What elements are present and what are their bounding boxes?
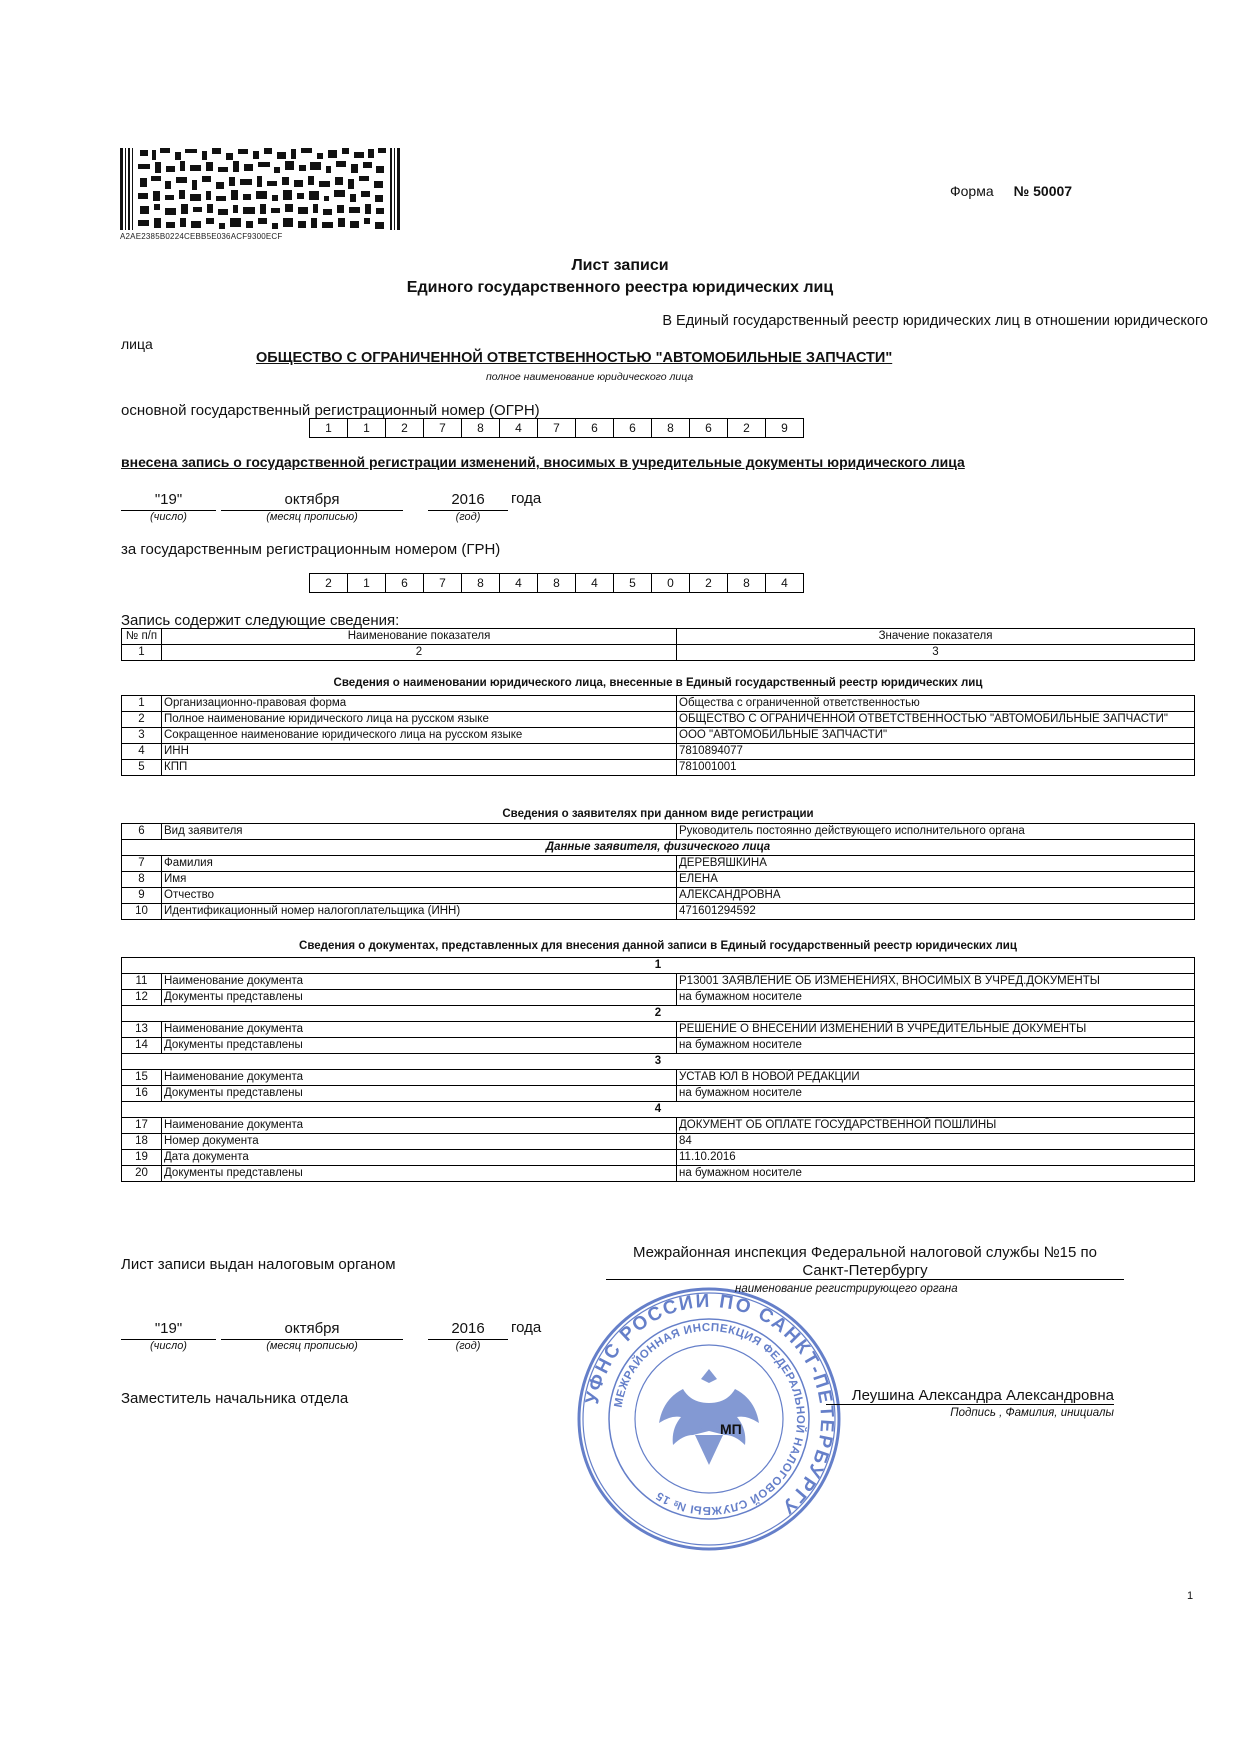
- ogrn-label: основной государственный регистрационный номер (ОГРН): [121, 402, 540, 419]
- table-cell: 2: [122, 712, 162, 728]
- grn-digit: 6: [386, 574, 424, 592]
- official-stamp-image: [575, 1285, 843, 1553]
- authority-line1: Межрайонная инспекция Федеральной налоговой службы №15 по: [633, 1244, 1097, 1261]
- ogrn-digit: 6: [690, 419, 728, 437]
- document-group-label: 3: [122, 1054, 1195, 1070]
- entry-date-month-caption: (месяц прописью): [266, 511, 358, 523]
- form-label: Форма: [950, 183, 994, 199]
- table-cell: 17: [122, 1118, 162, 1134]
- document-group-label: 4: [122, 1102, 1195, 1118]
- grn-digit: 4: [781, 576, 788, 590]
- table-cell: 5: [122, 760, 162, 776]
- record-intro: Запись содержит следующие сведения:: [121, 612, 400, 629]
- table-cell: Значение показателя: [677, 629, 1195, 645]
- table-cell: на бумажном носителе: [677, 1166, 1195, 1182]
- table-row: [122, 645, 1195, 661]
- section1-table: [121, 695, 1195, 776]
- ogrn-digit: 2: [728, 419, 766, 437]
- table-cell: Фамилия: [162, 856, 677, 872]
- table-cell: Документы представлены: [162, 1166, 677, 1182]
- authority-caption: наименование регистрирующего органа: [735, 1283, 958, 1295]
- table-cell: 4: [122, 744, 162, 760]
- position-title: Заместитель начальника отдела: [121, 1390, 349, 1407]
- grn-digit: 8: [538, 574, 576, 592]
- grn-digit: 4: [500, 574, 538, 592]
- table-cell: 7810894077: [677, 744, 1195, 760]
- table-cell: ЕЛЕНА: [677, 872, 1195, 888]
- table-row: [122, 696, 1195, 712]
- table-cell: Организационно-правовая форма: [162, 696, 677, 712]
- section1-title: Сведения о наименовании юридического лица, внесенные в Единый государственный реестр юридических лиц: [333, 677, 983, 689]
- table-cell: 781001001: [677, 760, 1195, 776]
- table-cell: Наименование документа: [162, 1070, 677, 1086]
- table-cell: АЛЕКСАНДРОВНА: [677, 888, 1195, 904]
- table-row: [122, 1086, 1195, 1102]
- ogrn-digit: 1: [348, 419, 386, 437]
- ogrn-digit: 6: [576, 419, 614, 437]
- table-cell: № п/п: [122, 629, 162, 645]
- ogrn-digit: 1: [310, 419, 348, 437]
- grn-digits: [309, 573, 804, 593]
- section3-title: Сведения о документах, представленных для внесения данной записи в Единый государственный реестр юридических лиц: [299, 940, 1017, 952]
- ogrn-digit: 6: [614, 419, 652, 437]
- table-cell: 14: [122, 1038, 162, 1054]
- table-cell: Вид заявителя: [162, 824, 677, 840]
- stamp-outer-text: УФНС РОССИИ ПО САНКТ-ПЕТЕРБУРГУ: [581, 1290, 838, 1519]
- table-row: [122, 872, 1195, 888]
- table-row: [122, 990, 1195, 1006]
- table-row: [122, 728, 1195, 744]
- table-cell: Документы представлены: [162, 1086, 677, 1102]
- table-row: [122, 904, 1195, 920]
- document-group-label: 1: [122, 958, 1195, 974]
- ogrn-digit: 7: [538, 419, 576, 437]
- table-cell: Документы представлены: [162, 990, 677, 1006]
- grn-digit: 4: [576, 574, 614, 592]
- table-cell: 13: [122, 1022, 162, 1038]
- table-row: [122, 1134, 1195, 1150]
- table-row: [122, 1166, 1195, 1182]
- issue-date-month-caption: (месяц прописью): [266, 1340, 358, 1352]
- table-cell: 6: [122, 824, 162, 840]
- barcode-caption: A2AE2385B0224CEBB5E036ACF9300ECF: [120, 232, 283, 241]
- barcode-image: [120, 148, 402, 230]
- table-row: [122, 840, 1195, 856]
- table-cell: на бумажном носителе: [677, 1038, 1195, 1054]
- ogrn-digit: 4: [500, 419, 538, 437]
- table-cell: ДОКУМЕНТ ОБ ОПЛАТЕ ГОСУДАРСТВЕННОЙ ПОШЛИНЫ: [677, 1118, 1195, 1134]
- form-number-value: № 50007: [1013, 183, 1073, 199]
- page-title-line2: Единого государственного реестра юридических лиц: [406, 279, 834, 296]
- ogrn-digit: 8: [462, 419, 500, 437]
- table-cell: Наименование документа: [162, 1022, 677, 1038]
- table-row: [122, 744, 1195, 760]
- section2-subtitle: Данные заявителя, физического лица: [122, 840, 1195, 856]
- table-cell: на бумажном носителе: [677, 1086, 1195, 1102]
- grn-digit: 2: [310, 574, 348, 592]
- stamp-inner-text: МЕЖРАЙОННАЯ ИНСПЕКЦИЯ ФЕДЕРАЛЬНОЙ НАЛОГОВОЙ СЛУЖБЫ № 15: [612, 1321, 807, 1517]
- table-row: [122, 1102, 1195, 1118]
- table-cell: КПП: [162, 760, 677, 776]
- issue-date-month: октября: [221, 1320, 403, 1340]
- table-cell: 16: [122, 1086, 162, 1102]
- table-row: [122, 1070, 1195, 1086]
- table-row: [122, 712, 1195, 728]
- table-cell: УСТАВ ЮЛ В НОВОЙ РЕДАКЦИИ: [677, 1070, 1195, 1086]
- table-cell: 8: [122, 872, 162, 888]
- table-row: [122, 1006, 1195, 1022]
- table-cell: 84: [677, 1134, 1195, 1150]
- table-cell: ОБЩЕСТВО С ОГРАНИЧЕННОЙ ОТВЕТСТВЕННОСТЬЮ "АВТОМОБИЛЬНЫЕ ЗАПЧАСТИ": [677, 712, 1195, 728]
- org-name-caption: полное наименование юридического лица: [486, 371, 694, 383]
- table-row: [122, 1150, 1195, 1166]
- table-row: [122, 974, 1195, 990]
- table-cell: 10: [122, 904, 162, 920]
- grn-digit: 8: [728, 574, 766, 592]
- table-cell: Сокращенное наименование юридического лица на русском языке: [162, 728, 677, 744]
- ogrn-digit: 9: [781, 421, 788, 435]
- table-cell: Руководитель постоянно действующего исполнительного органа: [677, 824, 1195, 840]
- ogrn-digit: 2: [386, 419, 424, 437]
- grn-digit: 0: [652, 574, 690, 592]
- table-cell: 7: [122, 856, 162, 872]
- table-cell: 3: [677, 645, 1195, 661]
- table-row: [122, 1118, 1195, 1134]
- table-cell: 18: [122, 1134, 162, 1150]
- table-cell: 11: [122, 974, 162, 990]
- grn-digit: 7: [424, 574, 462, 592]
- grn-digit: 8: [462, 574, 500, 592]
- section2-table: [121, 823, 1195, 920]
- table-row: [122, 958, 1195, 974]
- table-row: [122, 888, 1195, 904]
- table-cell: 19: [122, 1150, 162, 1166]
- table-cell: ООО "АВТОМОБИЛЬНЫЕ ЗАПЧАСТИ": [677, 728, 1195, 744]
- table-row: [122, 856, 1195, 872]
- mp-label: МП: [720, 1421, 742, 1437]
- ogrn-digit: 8: [652, 419, 690, 437]
- table-row: [122, 1054, 1195, 1070]
- entry-date-year-caption: (год): [455, 511, 481, 523]
- table-cell: Отчество: [162, 888, 677, 904]
- intro-line2: лица: [121, 336, 153, 352]
- table-cell: 1: [122, 696, 162, 712]
- issued-label: Лист записи выдан налоговым органом: [121, 1256, 396, 1273]
- table-row: [122, 824, 1195, 840]
- grn-label: за государственным регистрационным номером (ГРН): [121, 541, 501, 558]
- signer-caption: Подпись , Фамилия, инициалы: [950, 1407, 1114, 1419]
- entry-date-day-caption: (число): [150, 511, 187, 523]
- table-cell: 12: [122, 990, 162, 1006]
- table-cell: ДЕРЕВЯШКИНА: [677, 856, 1195, 872]
- issue-date-suffix: года: [511, 1319, 542, 1336]
- table-cell: 20: [122, 1166, 162, 1182]
- entry-date-day: "19": [121, 491, 216, 511]
- table-cell: Номер документа: [162, 1134, 677, 1150]
- table-cell: Общества с ограниченной ответственностью: [677, 696, 1195, 712]
- issue-date-year-caption: (год): [455, 1340, 481, 1352]
- table-cell: Наименование документа: [162, 974, 677, 990]
- table-cell: Документы представлены: [162, 1038, 677, 1054]
- table-cell: Дата документа: [162, 1150, 677, 1166]
- record-header-table: [121, 628, 1195, 661]
- signer-name: Леушина Александра Александровна: [826, 1387, 1114, 1405]
- org-full-name: ОБЩЕСТВО С ОГРАНИЧЕННОЙ ОТВЕТСТВЕННОСТЬЮ "АВТОМОБИЛЬНЫЕ ЗАПЧАСТИ": [256, 350, 893, 366]
- table-cell: Р13001 ЗАЯВЛЕНИЕ ОБ ИЗМЕНЕНИЯХ, ВНОСИМЫХ В УЧРЕД.ДОКУМЕНТЫ: [677, 974, 1195, 990]
- issue-date-day-caption: (число): [150, 1340, 187, 1352]
- grn-digit: 5: [614, 574, 652, 592]
- table-cell: 11.10.2016: [677, 1150, 1195, 1166]
- table-cell: 471601294592: [677, 904, 1195, 920]
- entry-date-month: октября: [221, 491, 403, 511]
- grn-digit: 2: [690, 574, 728, 592]
- table-cell: Полное наименование юридического лица на русском языке: [162, 712, 677, 728]
- table-row: [122, 629, 1195, 645]
- table-cell: Имя: [162, 872, 677, 888]
- table-cell: Наименование документа: [162, 1118, 677, 1134]
- entry-date-year: 2016: [428, 491, 508, 511]
- page-number: 1: [1187, 1590, 1194, 1602]
- table-cell: ИНН: [162, 744, 677, 760]
- document-group-label: 2: [122, 1006, 1195, 1022]
- intro-line1: В Единый государственный реестр юридических лиц в отношении юридического: [662, 313, 1208, 329]
- issue-date-year: 2016: [428, 1320, 508, 1340]
- entry-statement: внесена запись о государственной регистрации изменений, вносимых в учредительные документы юридического лица: [121, 454, 965, 470]
- authority-line2: Санкт-Петербургу: [606, 1262, 1124, 1280]
- table-cell: 1: [122, 645, 162, 661]
- table-cell: РЕШЕНИЕ О ВНЕСЕНИИ ИЗМЕНЕНИЙ В УЧРЕДИТЕЛЬНЫЕ ДОКУМЕНТЫ: [677, 1022, 1195, 1038]
- table-cell: 9: [122, 888, 162, 904]
- page-title-line1: Лист записи: [571, 257, 669, 274]
- table-cell: Наименование показателя: [162, 629, 677, 645]
- table-cell: Идентификационный номер налогоплательщика (ИНН): [162, 904, 677, 920]
- table-cell: 15: [122, 1070, 162, 1086]
- entry-date-suffix: года: [511, 490, 542, 507]
- section2-title: Сведения о заявителях при данном виде регистрации: [502, 808, 814, 820]
- ogrn-digits: [309, 418, 804, 438]
- form-number: [950, 183, 1072, 199]
- table-row: [122, 1038, 1195, 1054]
- issue-date-day: "19": [121, 1320, 216, 1340]
- grn-digit: 1: [348, 574, 386, 592]
- table-cell: на бумажном носителе: [677, 990, 1195, 1006]
- table-cell: 2: [162, 645, 677, 661]
- table-row: [122, 760, 1195, 776]
- section3-table: [121, 957, 1195, 1182]
- table-cell: 3: [122, 728, 162, 744]
- table-row: [122, 1022, 1195, 1038]
- ogrn-digit: 7: [424, 419, 462, 437]
